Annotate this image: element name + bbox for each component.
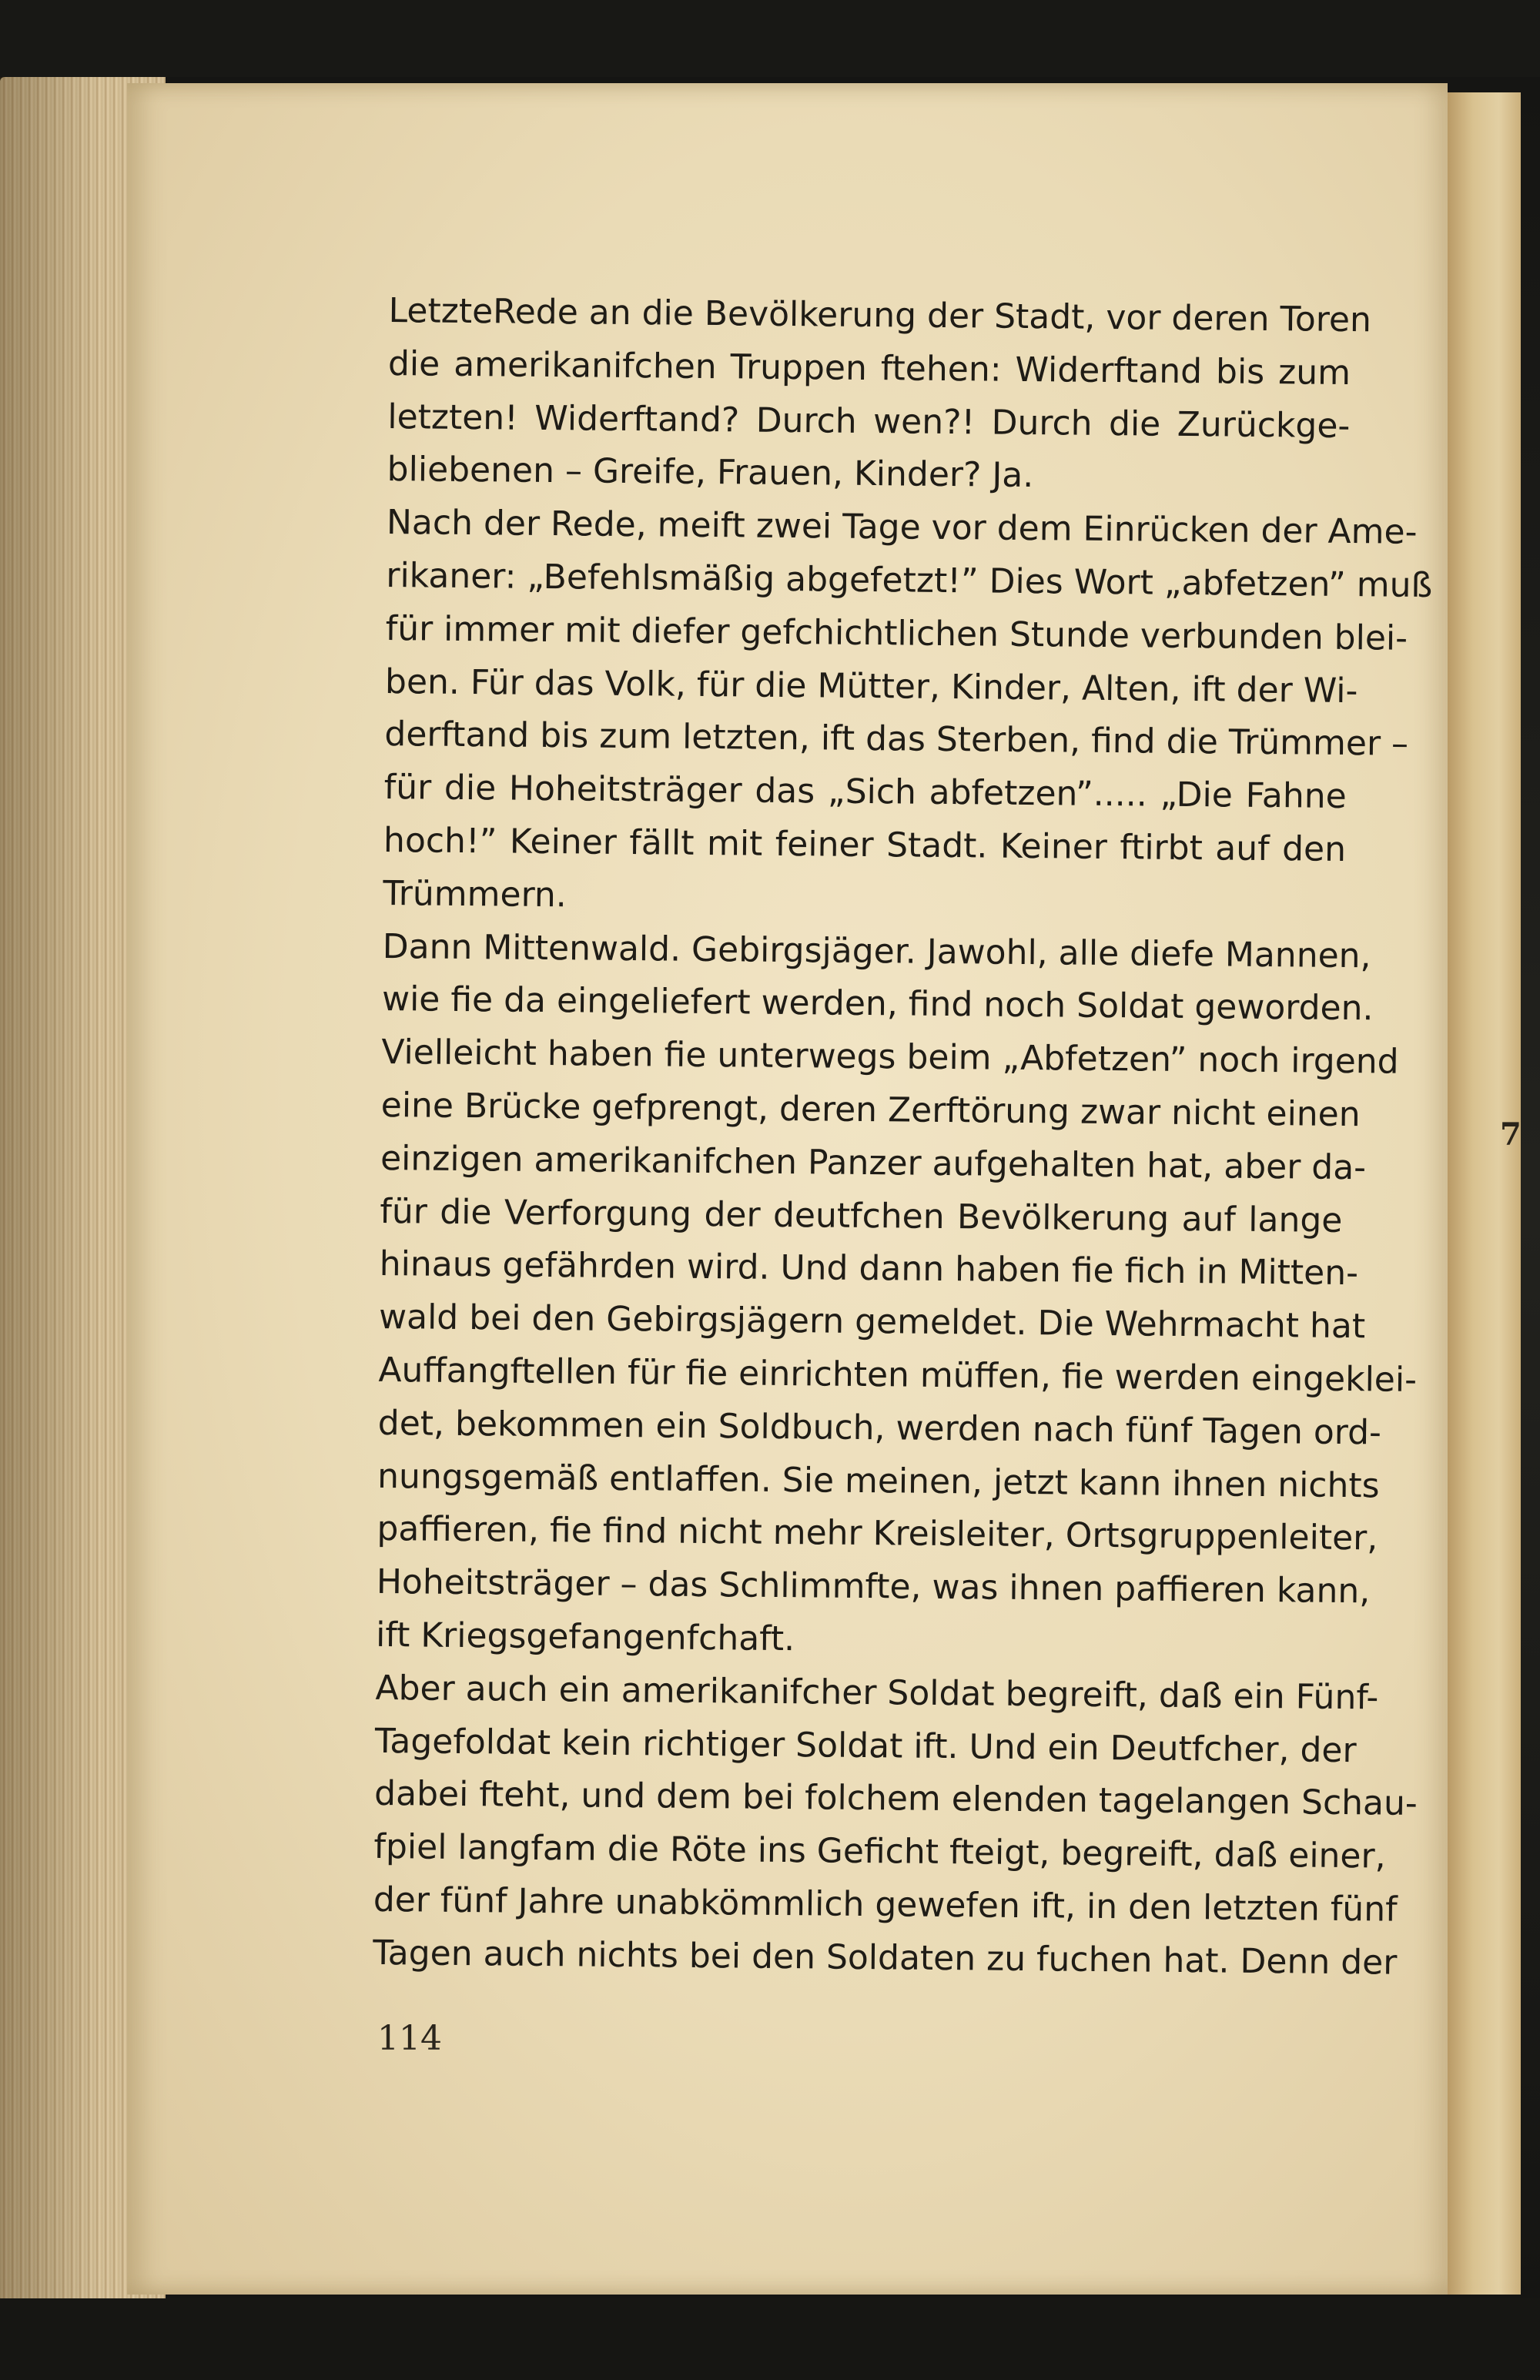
- text-line: bliebenen – Greife, Frauen, Kinder? Ja.: [387, 450, 1034, 496]
- scan-background-bottom: [0, 2298, 1540, 2380]
- text-line: eine Brücke gefprengt, deren Zerftörung zwar nicht einen: [380, 1085, 1361, 1135]
- text-line: Trümmern.: [383, 873, 567, 916]
- text-line: Dann Mittenwald. Gebirgsjäger. Jawohl, alle diefe Mannen,: [382, 926, 1371, 976]
- text-line: wald bei den Gebirgsjägern gemeldet. Die Wehrmacht hat: [378, 1297, 1366, 1347]
- text-line: Auffangftellen für fie einrichten müffen, fie werden eingeklei-: [378, 1350, 1418, 1400]
- text-line: ben. Für das Volk, für die Mütter, Kinder, Alten, ift der Wi-: [384, 661, 1358, 711]
- text-line: nungsgemäß entlaffen. Sie meinen, jetzt kann ihnen nichts: [377, 1456, 1380, 1505]
- text-line: paffieren, fie find nicht mehr Kreisleiter, Ortsgruppenleiter,: [377, 1509, 1378, 1558]
- text-line: für immer mit diefer gefchichtlichen Stunde verbunden blei-: [385, 608, 1408, 658]
- margin-mark: 7: [1500, 1116, 1522, 1153]
- text-line: wie fie da eingeliefert werden, find noch Soldat geworden.: [381, 979, 1374, 1029]
- text-line: det, bekommen ein Soldbuch, werden nach fünf Tagen ord-: [377, 1403, 1382, 1453]
- text-line: dabei fteht, und dem bei folchem elenden tagelangen Schau-: [373, 1774, 1418, 1824]
- text-line: hoch!” Keiner fällt mit feiner Stadt. Keiner ftirbt auf den: [383, 820, 1347, 869]
- body-text: [372, 285, 1433, 1989]
- next-page-edge: [1448, 92, 1521, 2295]
- text-line: für die Hoheitsträger das „Sich abfetzen”..... „Die Fahne: [383, 768, 1347, 817]
- text-line: für die Verforgung der deutfchen Bevölkerung auf lange: [380, 1191, 1343, 1240]
- text-line: Hoheitsträger – das Schlimmfte, was ihnen paffieren kann,: [376, 1562, 1371, 1612]
- text-line: Aber auch ein amerikanifcher Soldat begreift, daß ein Fünf-: [375, 1668, 1379, 1718]
- text-line: Tagefoldat kein richtiger Soldat ift. Und ein Deutfcher, der: [374, 1721, 1357, 1770]
- scan-background-top: [0, 0, 1540, 77]
- text-line: Vielleicht haben fie unterwegs beim „Abfetzen” noch irgend: [381, 1033, 1399, 1082]
- text-line: ift Kriegsgefangenfchaft.: [375, 1615, 795, 1659]
- text-line: derftand bis zum letzten, ift das Sterben, find die Trümmer –: [384, 715, 1409, 765]
- text-line: die amerikanifchen Truppen ftehen: Widerftand bis zum: [387, 343, 1351, 393]
- page-number: 114: [377, 2019, 442, 2058]
- text-line: fpiel langfam die Röte ins Geficht fteigt, begreift, daß einer,: [373, 1827, 1386, 1876]
- text-line: LetzteRede an die Bevölkerung der Stadt, vor deren Toren: [388, 290, 1372, 340]
- text-line: Tagen auch nichts bei den Soldaten zu fuchen hat. Denn der: [372, 1933, 1398, 1983]
- text-line: der fünf Jahre unabkömmlich gewefen ift, in den letzten fünf: [373, 1880, 1398, 1930]
- text-line: letzten! Widerftand? Durch wen?! Durch die Zurückge-: [387, 397, 1351, 446]
- text-line: Nach der Rede, meift zwei Tage vor dem Einrücken der Ame-: [386, 503, 1418, 553]
- text-line: rikaner: „Befehlsmäßig abgefetzt!” Dies Wort „abfetzen” muß: [386, 555, 1433, 606]
- text-line: einzigen amerikanifchen Panzer aufgehalten hat, aber da-: [380, 1138, 1367, 1187]
- text-line: hinaus gefährden wird. Und dann haben fie fich in Mitten-: [379, 1244, 1359, 1294]
